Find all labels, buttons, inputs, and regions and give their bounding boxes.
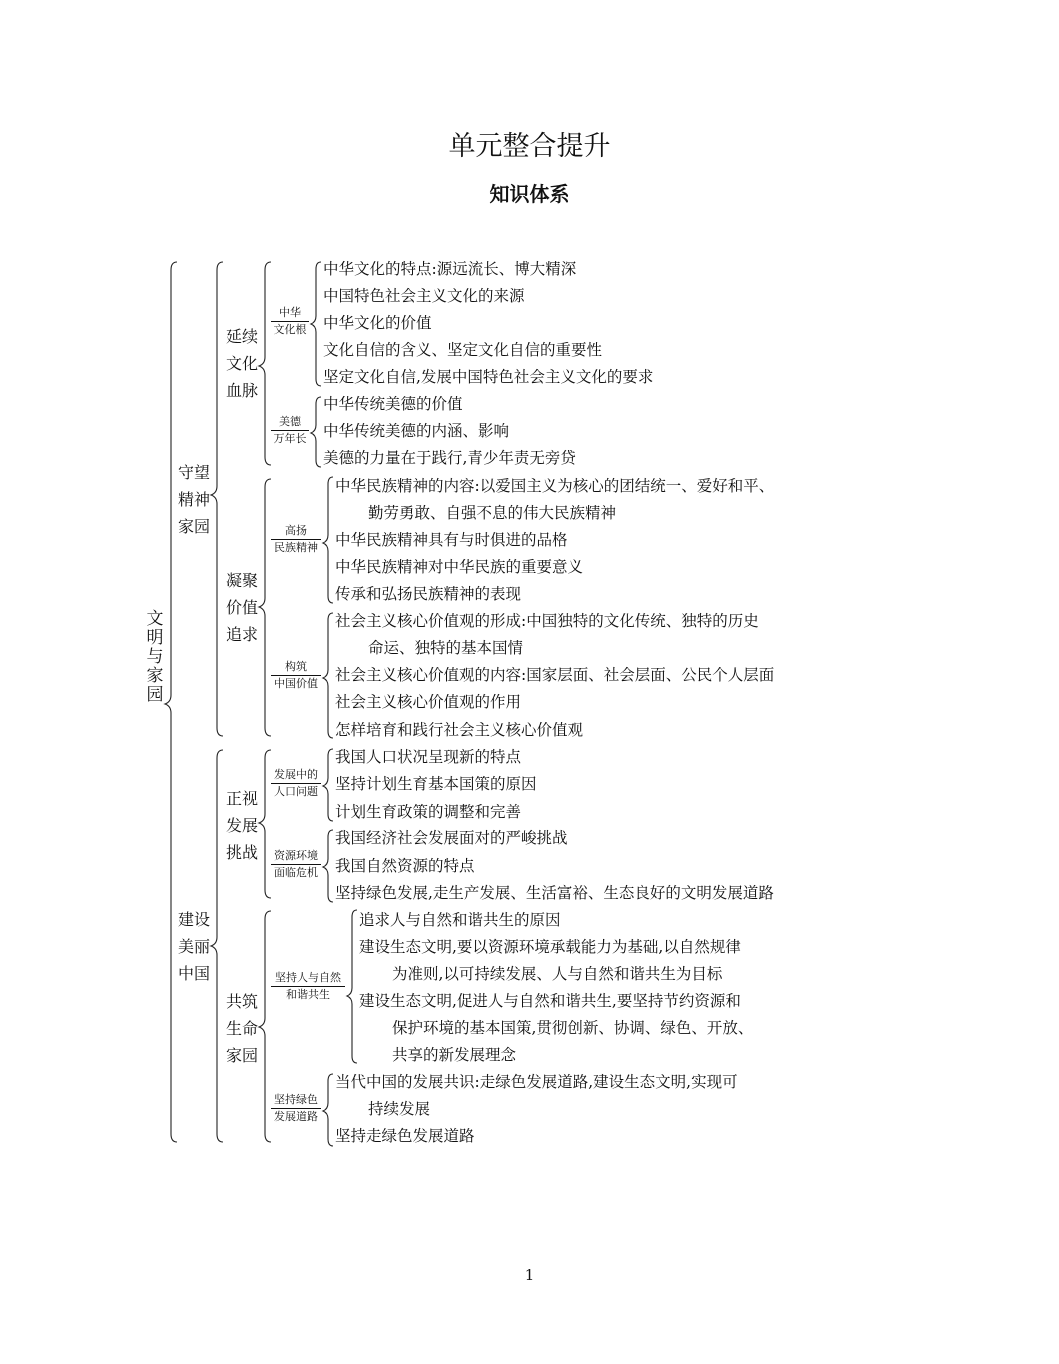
leaf-item: 我国人口状况呈现新的特点 xyxy=(335,748,522,766)
level3-bottom: 和谐共生 xyxy=(286,988,330,1001)
level2-ningju: 凝聚价值追求 xyxy=(226,571,259,644)
level1-jianshe: 建设美丽中国 xyxy=(178,910,211,983)
leaf-item: 中华传统美德的内涵、影响 xyxy=(323,422,510,440)
level3-bottom: 文化根 xyxy=(273,323,307,336)
level2-zhengshi: 正视发展挑战 xyxy=(226,789,259,862)
brace-gongzhu xyxy=(259,911,271,1142)
section-subtitle: 知识体系 xyxy=(489,182,570,206)
level3-top: 美德 xyxy=(271,414,309,431)
leaf-item: 美德的力量在于践行,青少年责无旁贷 xyxy=(323,449,576,467)
level3-top: 中华 xyxy=(271,305,309,322)
brace-ningju xyxy=(259,479,271,736)
level3-bottom: 民族精神 xyxy=(274,541,318,554)
leaf-item: 中华民族精神对中华民族的重要意义 xyxy=(335,558,584,576)
level3-top: 坚持人与自然 xyxy=(271,970,345,987)
leaf-item: 建设生态文明,促进人与自然和谐共生,要坚持节约资源和 xyxy=(359,992,741,1010)
leaf-item: 中华传统美德的价值 xyxy=(323,395,463,413)
brace-zhengshi xyxy=(259,750,271,898)
level2-gongzhu: 共筑生命家园 xyxy=(226,992,259,1065)
leaf-item: 中华文化的特点:源远流长、博大精深 xyxy=(323,260,577,278)
leaf-item: 建设生态文明,要以资源环境承载能力为基础,以自然规律 xyxy=(359,938,741,956)
leaf-item: 坚持绿色发展,走生产发展、生活富裕、生态良好的文明发展道路 xyxy=(335,884,774,902)
level3-top: 坚持绿色 xyxy=(271,1092,321,1109)
level3-top: 发展中的 xyxy=(271,767,321,784)
level3-bottom: 中国价值 xyxy=(274,677,318,690)
leaf-item-continued: 共享的新发展理念 xyxy=(392,1046,517,1064)
level3-bottom: 发展道路 xyxy=(274,1110,318,1123)
root-label: 文明与家园 xyxy=(146,609,164,705)
level3-goujiu xyxy=(271,659,321,692)
brace-gaoyang xyxy=(323,477,333,603)
leaf-item: 坚持计划生育基本国策的原因 xyxy=(335,775,537,793)
level3-renkou xyxy=(271,767,321,800)
page-title: 单元整合提升 xyxy=(448,131,611,162)
level3-lvse xyxy=(271,1092,321,1125)
leaf-item-continued: 命运、独特的基本国情 xyxy=(368,639,524,657)
leaf-item: 计划生育政策的调整和完善 xyxy=(335,803,522,821)
level3-bottom: 万年长 xyxy=(273,432,307,445)
brace-lvse xyxy=(323,1074,333,1146)
leaf-item: 我国经济社会发展面对的严峻挑战 xyxy=(335,829,568,847)
brace-renkou xyxy=(323,749,333,821)
leaf-item: 怎样培育和践行社会主义核心价值观 xyxy=(335,721,584,739)
brace-ziyuan xyxy=(323,830,333,902)
leaf-item: 坚定文化自信,发展中国特色社会主义文化的要求 xyxy=(323,368,654,386)
brace-hexie xyxy=(347,910,357,1063)
level3-bottom: 面临危机 xyxy=(274,866,318,879)
leaf-item: 中国特色社会主义文化的来源 xyxy=(323,287,525,305)
level3-zhonghua xyxy=(271,305,309,338)
leaf-item: 中华民族精神具有与时俱进的品格 xyxy=(335,531,568,549)
level3-hexie xyxy=(271,970,345,1003)
level2-yanxu: 延续文化血脉 xyxy=(226,327,259,400)
brace-shouwang xyxy=(211,262,223,736)
brace-root xyxy=(165,262,177,1142)
brace-yanxu xyxy=(259,262,271,465)
level3-meide xyxy=(271,414,309,447)
leaf-item: 社会主义核心价值观的形成:中国独特的文化传统、独特的历史 xyxy=(335,612,759,630)
leaf-item: 社会主义核心价值观的内容:国家层面、社会层面、公民个人层面 xyxy=(335,666,775,684)
leaf-item-continued: 持续发展 xyxy=(368,1100,431,1118)
leaf-item: 传承和弘扬民族精神的表现 xyxy=(335,585,522,603)
leaf-item: 文化自信的含义、坚定文化自信的重要性 xyxy=(323,341,603,359)
level3-top: 资源环境 xyxy=(271,848,321,865)
brace-meide xyxy=(311,397,321,467)
brace-zhonghua xyxy=(311,262,321,386)
leaf-item: 我国自然资源的特点 xyxy=(335,857,475,875)
leaf-item-continued: 勤劳勇敢、自强不息的伟大民族精神 xyxy=(368,504,617,522)
leaf-item: 追求人与自然和谐共生的原因 xyxy=(359,911,561,929)
level3-gaoyang xyxy=(271,523,321,556)
level1-shouwang: 守望精神家园 xyxy=(178,463,211,536)
page-number: 1 xyxy=(524,1266,535,1284)
leaf-item-continued: 为准则,以可持续发展、人与自然和谐共生为目标 xyxy=(392,965,723,983)
leaf-item: 坚持走绿色发展道路 xyxy=(335,1127,475,1145)
level3-bottom: 人口问题 xyxy=(274,785,318,798)
level3-ziyuan xyxy=(271,848,321,881)
leaf-item-continued: 保护环境的基本国策,贯彻创新、协调、绿色、开放、 xyxy=(392,1019,754,1037)
leaf-item: 中华文化的价值 xyxy=(323,314,432,332)
leaf-item: 社会主义核心价值观的作用 xyxy=(335,693,522,711)
brace-goujiu xyxy=(323,613,333,738)
leaf-item: 中华民族精神的内容:以爱国主义为核心的团结统一、爱好和平、 xyxy=(335,477,775,495)
brace-jianshe xyxy=(211,750,223,1142)
level3-top: 高扬 xyxy=(271,523,321,540)
leaf-item: 当代中国的发展共识:走绿色发展道路,建设生态文明,实现可 xyxy=(335,1073,738,1091)
level3-top: 构筑 xyxy=(271,659,321,676)
